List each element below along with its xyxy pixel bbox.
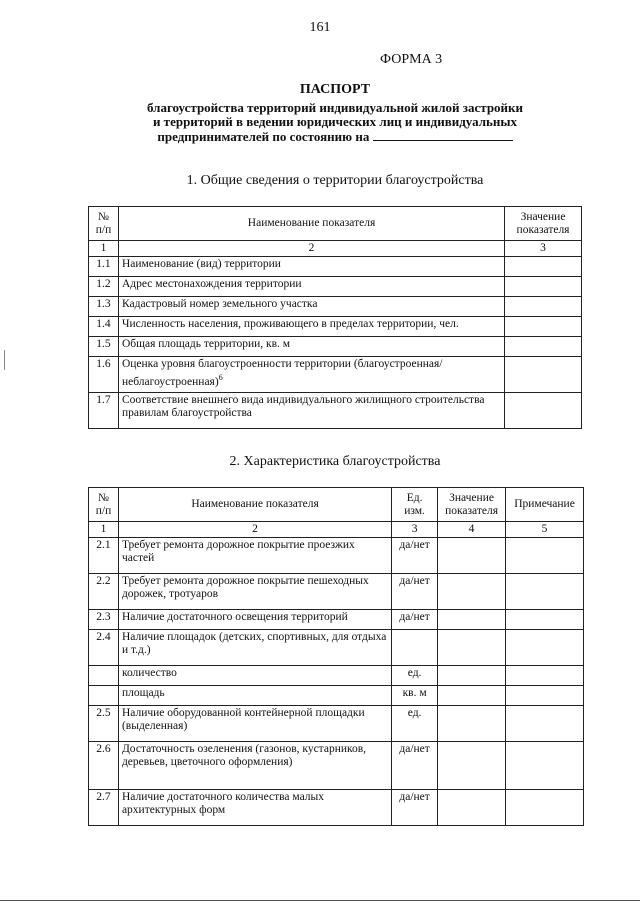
header-note: Примечание	[506, 488, 584, 522]
page-bottom-edge	[0, 900, 640, 901]
row-name: Наличие достаточного освещения территорий	[118, 610, 391, 630]
row-name: Наличие площадок (детских, спортивных, для отдыха и т.д.)	[118, 630, 391, 666]
table-row	[89, 257, 582, 277]
row-num: 1.7	[89, 393, 119, 429]
improvement-characteristics-table	[88, 487, 584, 826]
row-value-cell[interactable]	[438, 574, 506, 610]
row-num	[89, 686, 119, 706]
row-value-cell[interactable]	[438, 610, 506, 630]
row-note-cell[interactable]	[506, 574, 584, 610]
header-value: Значение показателя	[438, 488, 506, 522]
subtitle-line-2: и территорий в ведении юридических лиц и индивидуальных	[152, 114, 518, 129]
row-name: Наличие оборудованной контейнерной площадки (выделенная)	[118, 706, 391, 742]
form-label: ФОРМА 3	[380, 52, 443, 67]
header-value: Значение показателя	[505, 207, 582, 241]
table-row	[89, 538, 584, 574]
row-num	[89, 666, 119, 686]
row-value-cell[interactable]	[505, 393, 582, 429]
row-unit: да/нет	[392, 538, 438, 574]
row-num: 2.2	[89, 574, 119, 610]
table-row	[89, 317, 582, 337]
row-num: 2.7	[89, 790, 119, 826]
column-number-row	[89, 241, 582, 257]
row-name: Требует ремонта дорожное покрытие проезжих частей	[118, 538, 391, 574]
subtitle-line-3	[80, 129, 590, 144]
footnote-marker: 6	[218, 373, 223, 382]
row-num: 1.2	[89, 277, 119, 297]
row-name	[118, 357, 504, 393]
row-unit	[392, 630, 438, 666]
section-1-title: 1. Общие сведения о территории благоустройства	[186, 173, 484, 188]
row-value-cell[interactable]	[438, 742, 506, 790]
row-unit: да/нет	[392, 610, 438, 630]
table-row	[89, 357, 582, 393]
row-value-cell[interactable]	[505, 277, 582, 297]
row-value-cell[interactable]	[438, 706, 506, 742]
row-value-cell[interactable]	[438, 538, 506, 574]
row-num: 1.3	[89, 297, 119, 317]
row-name: Кадастровый номер земельного участка	[118, 297, 504, 317]
row-value-cell[interactable]	[505, 257, 582, 277]
col-number: 2	[118, 241, 504, 257]
col-number: 1	[89, 522, 119, 538]
col-number: 3	[505, 241, 582, 257]
row-unit: кв. м	[392, 686, 438, 706]
table-row	[89, 790, 584, 826]
row-name: Наличие достаточного количества малых архитектурных форм	[118, 790, 391, 826]
row-num: 2.4	[89, 630, 119, 666]
row-name: Требует ремонта дорожное покрытие пешеходных дорожек, тротуаров	[118, 574, 391, 610]
row-num: 2.5	[89, 706, 119, 742]
row-value-cell[interactable]	[438, 666, 506, 686]
row-unit: да/нет	[392, 574, 438, 610]
row-num: 1.5	[89, 337, 119, 357]
row-num: 2.3	[89, 610, 119, 630]
table-header-row	[89, 488, 584, 522]
row-num: 1.6	[89, 357, 119, 393]
header-name: Наименование показателя	[118, 488, 391, 522]
row-value-cell[interactable]	[438, 790, 506, 826]
row-value-cell[interactable]	[505, 357, 582, 393]
table-header-row	[89, 207, 582, 241]
col-number: 1	[89, 241, 119, 257]
table-row	[89, 574, 584, 610]
row-num: 2.6	[89, 742, 119, 790]
row-note-cell[interactable]	[506, 666, 584, 686]
table-row	[89, 337, 582, 357]
row-value-cell[interactable]	[505, 297, 582, 317]
row-note-cell[interactable]	[506, 790, 584, 826]
row-unit: ед.	[392, 706, 438, 742]
row-name: Соответствие внешнего вида индивидуального жилищного строительства правилам благоустройства	[118, 393, 504, 429]
table-row	[89, 630, 584, 666]
header-num: № п/п	[89, 488, 119, 522]
col-number: 5	[506, 522, 584, 538]
table-row	[89, 742, 584, 790]
row-name: Достаточность озеленения (газонов, кустарников, деревьев, цветочного оформления)	[118, 742, 391, 790]
row-name-text: Оценка уровня благоустроенности территории (благоустроенная/неблагоустроенная)	[121, 358, 443, 388]
table-row	[89, 666, 584, 686]
row-num: 1.1	[89, 257, 119, 277]
table-row	[89, 610, 584, 630]
section-2-title: 2. Характеристика благоустройства	[229, 454, 441, 469]
row-unit: ед.	[392, 666, 438, 686]
row-value-cell[interactable]	[505, 337, 582, 357]
row-note-cell[interactable]	[506, 538, 584, 574]
row-note-cell[interactable]	[506, 742, 584, 790]
row-value-cell[interactable]	[438, 686, 506, 706]
header-unit: Ед. изм.	[392, 488, 438, 522]
row-note-cell[interactable]	[506, 686, 584, 706]
row-unit: да/нет	[392, 742, 438, 790]
document-title: ПАСПОРТ	[299, 82, 371, 97]
page-number: 161	[309, 20, 331, 35]
header-name: Наименование показателя	[118, 207, 504, 241]
row-name: площадь	[118, 686, 391, 706]
row-note-cell[interactable]	[506, 706, 584, 742]
table-row	[89, 297, 582, 317]
col-number: 2	[118, 522, 391, 538]
row-value-cell[interactable]	[505, 317, 582, 337]
row-name: Адрес местонахождения территории	[118, 277, 504, 297]
header-num: № п/п	[89, 207, 119, 241]
col-number: 3	[392, 522, 438, 538]
document-subtitle	[80, 101, 590, 144]
scan-edge-mark	[4, 350, 5, 370]
col-number: 4	[438, 522, 506, 538]
row-name: Общая площадь территории, кв. м	[118, 337, 504, 357]
general-info-table	[88, 206, 582, 429]
table-row	[89, 277, 582, 297]
date-blank-field[interactable]	[373, 129, 513, 141]
row-name: Численность населения, проживающего в пределах территории, чел.	[118, 317, 504, 337]
table-row	[89, 393, 582, 429]
row-name: Наименование (вид) территории	[118, 257, 504, 277]
row-name: количество	[118, 666, 391, 686]
subtitle-line-1: благоустройства территорий индивидуальной жилой застройки	[146, 100, 524, 115]
row-unit: да/нет	[392, 790, 438, 826]
row-num: 2.1	[89, 538, 119, 574]
row-num: 1.4	[89, 317, 119, 337]
table-row	[89, 706, 584, 742]
row-note-cell[interactable]	[506, 630, 584, 666]
row-value-cell[interactable]	[438, 630, 506, 666]
column-number-row	[89, 522, 584, 538]
row-note-cell[interactable]	[506, 610, 584, 630]
subtitle-line-3-text: предпринимателей по состоянию на	[157, 129, 370, 144]
table-row	[89, 686, 584, 706]
